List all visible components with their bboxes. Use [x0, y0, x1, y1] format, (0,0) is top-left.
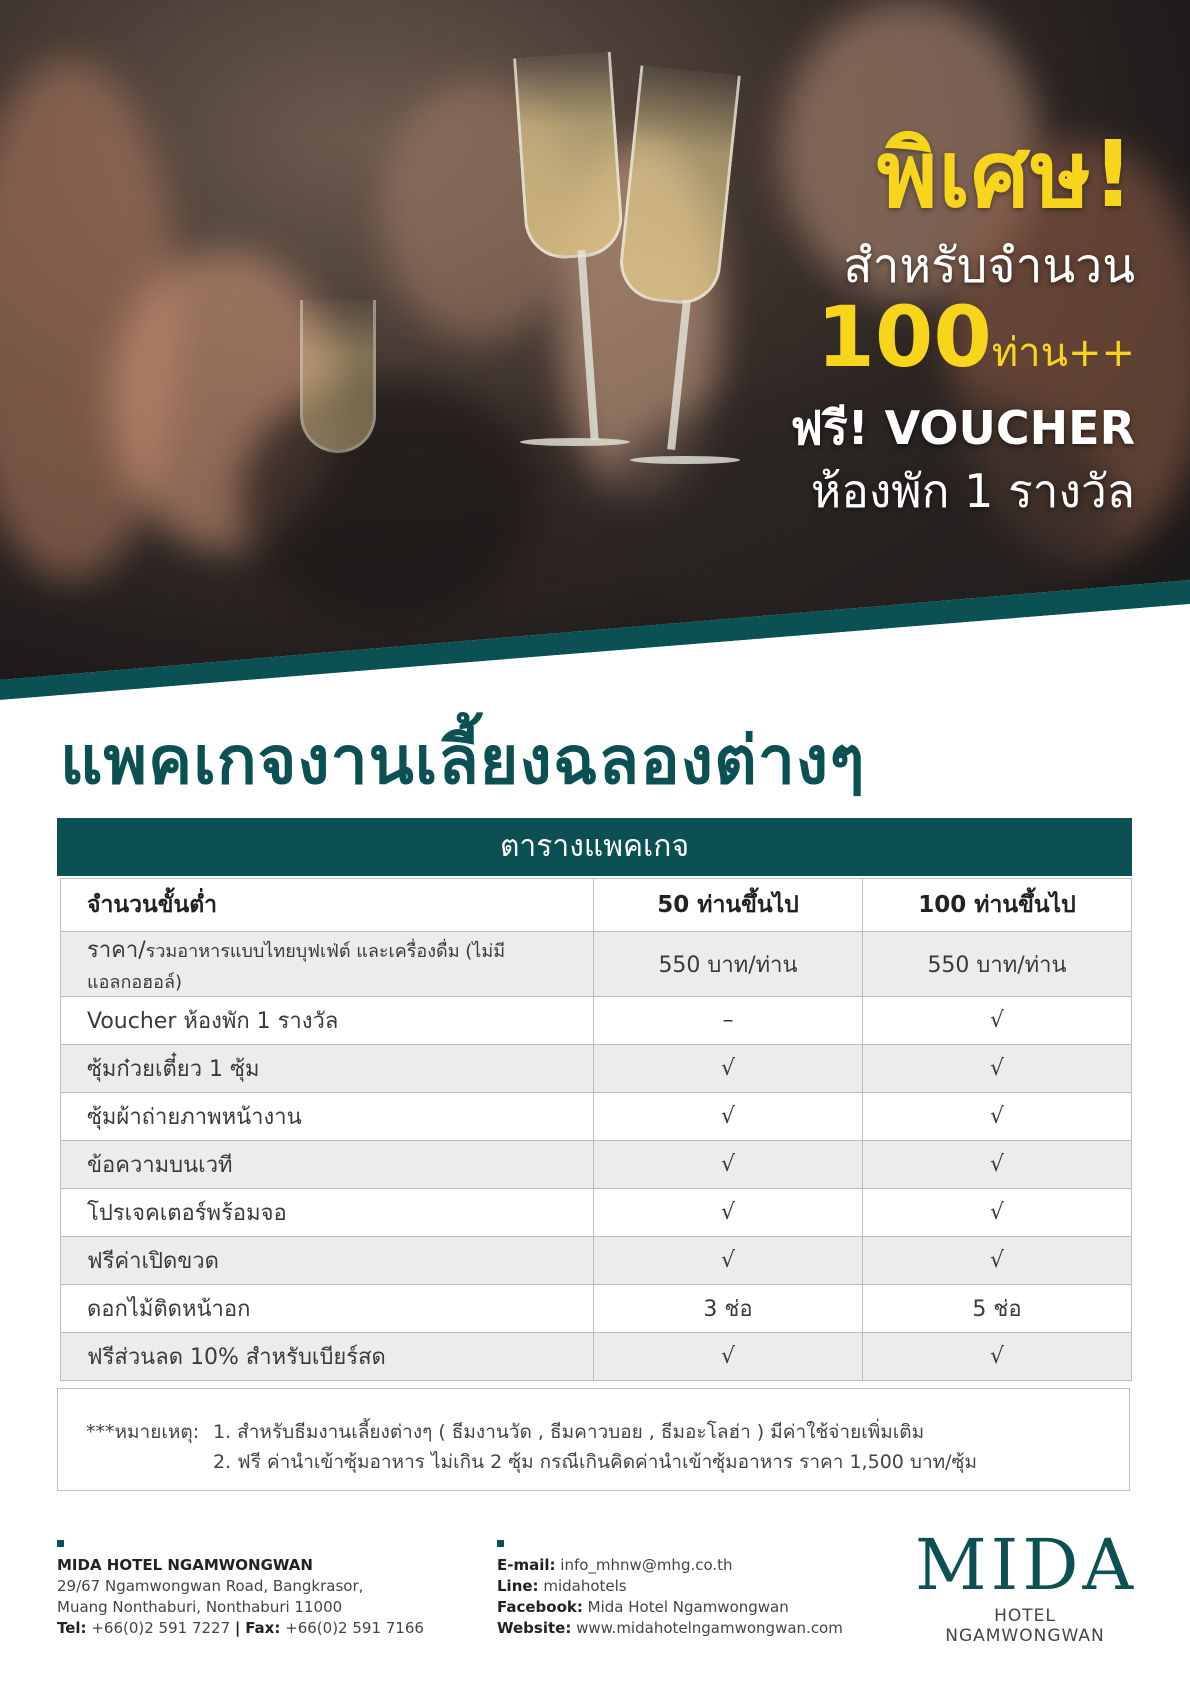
row-value-100: √	[863, 997, 1132, 1045]
logo-mark: MIDA	[915, 1524, 1138, 1606]
row-price-detail: รวมอาหารแบบไทยบุฟเฟ่ต์ และเครื่องดื่ม (ไม่มีแอลกอฮอล์)	[87, 941, 506, 993]
footer-phone-line: Tel: +66(0)2 591 7227 | Fax: +66(0)2 591 7166	[57, 1619, 424, 1637]
footer-email[interactable]: info_mhnw@mhg.co.th	[560, 1556, 733, 1574]
row-price-100: 550 บาท/ท่าน	[863, 932, 1132, 997]
hero-slant-divider	[0, 0, 1190, 700]
table-row	[61, 997, 1132, 1045]
row-value-50: –	[594, 997, 863, 1045]
table-row	[61, 1333, 1132, 1381]
row-value-100: √	[863, 1333, 1132, 1381]
footer-bullet-mark	[497, 1540, 504, 1547]
footer-address-line-1: 29/67 Ngamwongwan Road, Bangkrasor,	[57, 1577, 364, 1595]
row-price-label: ราคา/รวมอาหารแบบไทยบุฟเฟ่ต์ และเครื่องดื่ม (ไม่มีแอลกอฮอล์)	[61, 932, 594, 997]
row-label: ฟรีค่าเปิดขวด	[61, 1237, 594, 1285]
table-row	[61, 1189, 1132, 1237]
hero-for-count: สำหรับจำนวน	[843, 238, 1135, 294]
footer-address-block	[57, 1540, 424, 1639]
remarks-label: ***หมายเหตุ:	[86, 1421, 200, 1443]
footer-contact-block: E-mail: info_mhnw@mhg.co.th Line: midahotels Facebook: Mida Hotel Ngamwongwan Website: www.midahotelngamwongwan.com	[497, 1540, 843, 1639]
row-label: ข้อความบนเวที	[61, 1141, 594, 1189]
row-label: ดอกไม้ติดหน้าอก	[61, 1285, 594, 1333]
table-row	[61, 1237, 1132, 1285]
hero-count-unit: ท่าน++	[991, 330, 1135, 376]
package-table-heading: ตารางแพคเกจ	[57, 818, 1132, 876]
header-100-guests: 100 ท่านขึ้นไป	[863, 879, 1132, 932]
row-value-100: 5 ช่อ	[863, 1285, 1132, 1333]
table-row	[61, 1285, 1132, 1333]
hero-room-prize: ห้องพัก 1 รางวัล	[810, 464, 1135, 518]
row-value-50: √	[594, 1093, 863, 1141]
footer-bullet-mark	[57, 1540, 64, 1547]
footer-tel: +66(0)2 591 7227	[91, 1619, 231, 1637]
footer-address-line-2: Muang Nonthaburi, Nonthaburi 11000	[57, 1598, 343, 1616]
hero-count-number: 100	[816, 288, 992, 386]
row-value-50: √	[594, 1141, 863, 1189]
remarks-line-2: 2. ฟรี ค่านำเข้าซุ้มอาหาร ไม่เกิน 2 ซุ้ม กรณีเกินคิดค่านำเข้าซุ้มอาหาร ราคา 1,500 บาท/ซุ้ม	[213, 1451, 977, 1473]
header-min-guests: จำนวนขั้นต่ำ	[61, 879, 594, 932]
row-value-50: 3 ช่อ	[594, 1285, 863, 1333]
row-value-50: √	[594, 1045, 863, 1093]
footer-line-id: midahotels	[543, 1577, 627, 1595]
footer-facebook[interactable]: Mida Hotel Ngamwongwan	[587, 1598, 789, 1616]
table-header-row	[61, 879, 1132, 932]
row-label: ซุ้มก๋วยเตี๋ยว 1 ซุ้ม	[61, 1045, 594, 1093]
remarks-box	[57, 1388, 1130, 1491]
table-row	[61, 1141, 1132, 1189]
footer-website[interactable]: www.midahotelngamwongwan.com	[576, 1619, 843, 1637]
row-label: Voucher ห้องพัก 1 รางวัล	[61, 997, 594, 1045]
table-row	[61, 1045, 1132, 1093]
row-label: โปรเจคเตอร์พร้อมจอ	[61, 1189, 594, 1237]
remarks-line-1: 1. สำหรับธีมงานเลี้ยงต่างๆ ( ธีมงานวัด , ธีมคาวบอย , ธีมอะโลฮ่า ) มีค่าใช้จ่ายเพิ่มเติม	[213, 1421, 925, 1443]
row-value-50: √	[594, 1189, 863, 1237]
table-row	[61, 932, 1132, 997]
row-label: ฟรีส่วนลด 10% สำหรับเบียร์สด	[61, 1333, 594, 1381]
row-value-100: √	[863, 1093, 1132, 1141]
package-table	[60, 878, 1132, 1381]
header-50-guests: 50 ท่านขึ้นไป	[594, 879, 863, 932]
mida-logo	[915, 1524, 1138, 1646]
row-value-100: √	[863, 1237, 1132, 1285]
row-value-100: √	[863, 1045, 1132, 1093]
hero-free-voucher: ฟรี! VOUCHER	[790, 401, 1135, 455]
page-title: แพคเกจงานเลี้ยงฉลองต่างๆ	[60, 722, 866, 799]
table-row	[61, 1093, 1132, 1141]
hero-special-headline: พิเศษ!	[876, 121, 1135, 228]
row-value-50: √	[594, 1333, 863, 1381]
footer-hotel-name: MIDA HOTEL NGAMWONGWAN	[57, 1556, 313, 1574]
row-price-50: 550 บาท/ท่าน	[594, 932, 863, 997]
logo-subtitle: HOTEL NGAMWONGWAN	[945, 1606, 1105, 1646]
row-value-50: √	[594, 1237, 863, 1285]
footer-fax: +66(0)2 591 7166	[285, 1619, 424, 1637]
row-value-100: √	[863, 1189, 1132, 1237]
row-label: ซุ้มผ้าถ่ายภาพหน้างาน	[61, 1093, 594, 1141]
row-value-100: √	[863, 1141, 1132, 1189]
